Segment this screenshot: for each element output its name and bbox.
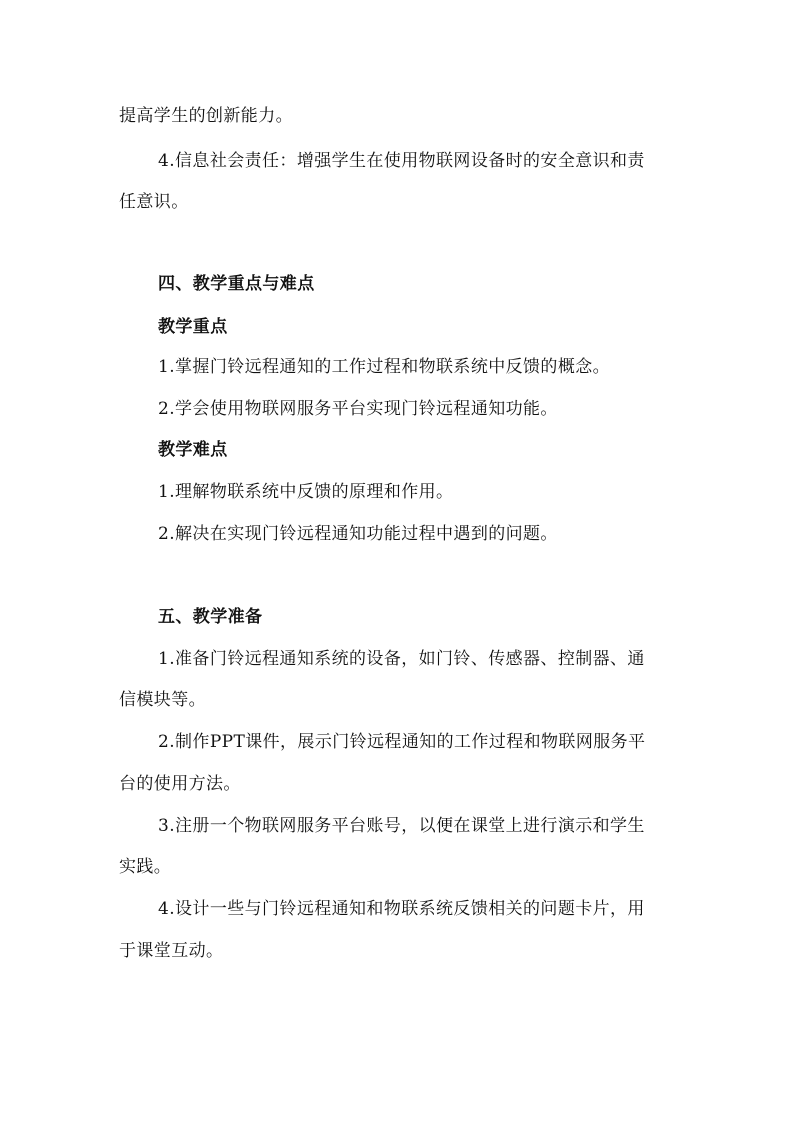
list-item: 1.掌握门铃远程通知的工作过程和物联系统中反馈的概念。 xyxy=(158,357,611,377)
list-item: 1.理解物联系统中反馈的原理和作用。 xyxy=(158,482,454,502)
paragraph-line: 任意识。 xyxy=(119,192,189,212)
section-heading: 四、教学重点与难点 xyxy=(158,274,315,294)
list-item-continuation: 台的使用方法。 xyxy=(119,774,241,794)
section-heading: 五、教学准备 xyxy=(158,607,263,627)
list-item: 4.设计一些与门铃远程通知和物联系统反馈相关的问题卡片，用 xyxy=(158,899,645,919)
paragraph-line: 提高学生的创新能力。 xyxy=(119,106,293,126)
list-item-continuation: 于课堂互动。 xyxy=(119,941,224,961)
paragraph-line: 4.信息社会责任：增强学生在使用物联网设备时的安全意识和责 xyxy=(158,151,645,171)
list-item: 2.制作PPT课件，展示门铃远程通知的工作过程和物联网服务平 xyxy=(158,732,646,752)
subsection-heading: 教学重点 xyxy=(158,317,228,337)
list-item: 2.学会使用物联网服务平台实现门铃远程通知功能。 xyxy=(158,399,558,419)
list-item-continuation: 实践。 xyxy=(119,857,172,877)
list-item-continuation: 信模块等。 xyxy=(119,690,206,710)
list-item: 1.准备门铃远程通知系统的设备，如门铃、传感器、控制器、通 xyxy=(158,649,645,669)
list-item: 2.解决在实现门铃远程通知功能过程中遇到的问题。 xyxy=(158,524,558,544)
list-item: 3.注册一个物联网服务平台账号，以便在课堂上进行演示和学生 xyxy=(158,816,645,836)
subsection-heading: 教学难点 xyxy=(158,440,228,460)
